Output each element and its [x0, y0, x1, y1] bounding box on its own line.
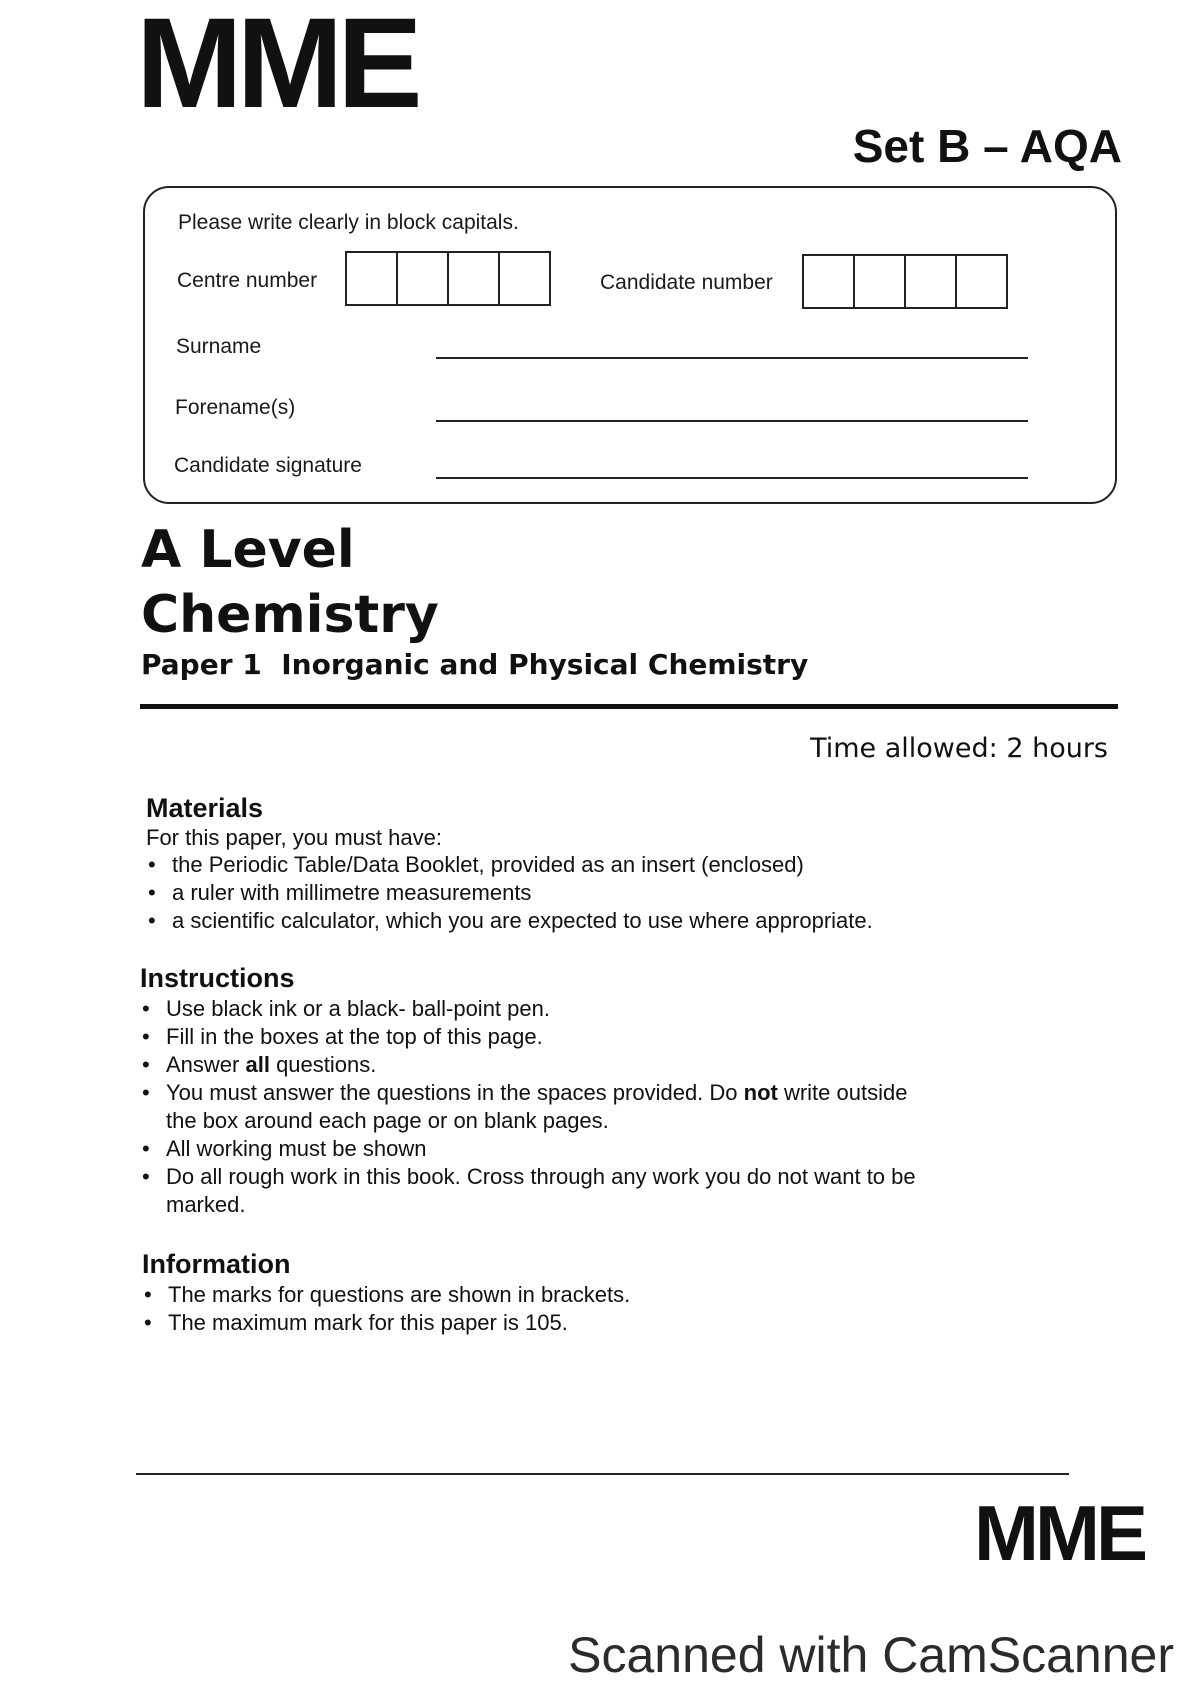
- list-item: • Fill in the boxes at the top of this page.: [140, 1023, 940, 1051]
- paper-number: Paper 1: [141, 648, 262, 681]
- candidate-number-boxes[interactable]: [802, 254, 1008, 309]
- subject-title: Chemistry: [141, 585, 439, 645]
- materials-heading: Materials: [146, 793, 264, 823]
- forenames-label: Forename(s): [175, 396, 296, 419]
- candidate-number-label: Candidate number: [600, 271, 773, 294]
- paper-title: [141, 648, 809, 681]
- list-item: • You must answer the questions in the spaces provided. Do not write outside the box around each page or on blank pages.: [140, 1079, 940, 1135]
- footer-divider: [136, 1473, 1069, 1475]
- forenames-line[interactable]: [436, 420, 1028, 422]
- title-divider: [140, 704, 1118, 709]
- centre-number-label: Centre number: [177, 269, 318, 292]
- paper-name: Inorganic and Physical Chemistry: [281, 648, 809, 681]
- centre-number-boxes[interactable]: [345, 251, 551, 306]
- centre-digit-box[interactable]: [498, 251, 551, 306]
- candidate-digit-box[interactable]: [802, 254, 855, 309]
- candidate-digit-box[interactable]: [904, 254, 957, 309]
- candidate-digit-box[interactable]: [853, 254, 906, 309]
- list-item: • The marks for questions are shown in brackets.: [142, 1281, 982, 1309]
- list-item: • a ruler with millimetre measurements: [146, 879, 986, 907]
- mme-logo-bottom: MME: [974, 1489, 1144, 1577]
- centre-digit-box[interactable]: [396, 251, 449, 306]
- list-item: • a scientific calculator, which you are expected to use where appropriate.: [146, 907, 986, 935]
- mme-logo-top: MME: [136, 0, 417, 135]
- list-item: • the Periodic Table/Data Booklet, provided as an insert (enclosed): [146, 851, 986, 879]
- surname-line[interactable]: [436, 357, 1028, 359]
- list-item: • Do all rough work in this book. Cross through any work you do not want to be marked.: [140, 1163, 940, 1219]
- candidate-digit-box[interactable]: [955, 254, 1008, 309]
- scanner-watermark: Scanned with CamScanner: [568, 1627, 1174, 1683]
- centre-digit-box[interactable]: [447, 251, 500, 306]
- exam-set-label: Set B – AQA: [852, 120, 1122, 172]
- list-item: • Answer all questions.: [140, 1051, 940, 1079]
- block-capitals-instruction: Please write clearly in block capitals.: [178, 211, 519, 234]
- qualification-level: A Level: [141, 520, 355, 580]
- surname-label: Surname: [176, 335, 262, 358]
- signature-line[interactable]: [436, 477, 1028, 479]
- instructions-heading: Instructions: [140, 963, 295, 993]
- information-heading: Information: [142, 1249, 291, 1279]
- materials-intro: For this paper, you must have:: [146, 825, 442, 850]
- list-item: • The maximum mark for this paper is 105.: [142, 1309, 982, 1337]
- centre-digit-box[interactable]: [345, 251, 398, 306]
- materials-list: [146, 851, 986, 935]
- list-item: • Use black ink or a black- ball-point pen.: [140, 995, 940, 1023]
- list-item: • All working must be shown: [140, 1135, 940, 1163]
- instructions-list: [140, 995, 940, 1219]
- information-list: [142, 1281, 982, 1337]
- time-allowed: Time allowed: 2 hours: [810, 733, 1108, 764]
- signature-label: Candidate signature: [174, 454, 362, 477]
